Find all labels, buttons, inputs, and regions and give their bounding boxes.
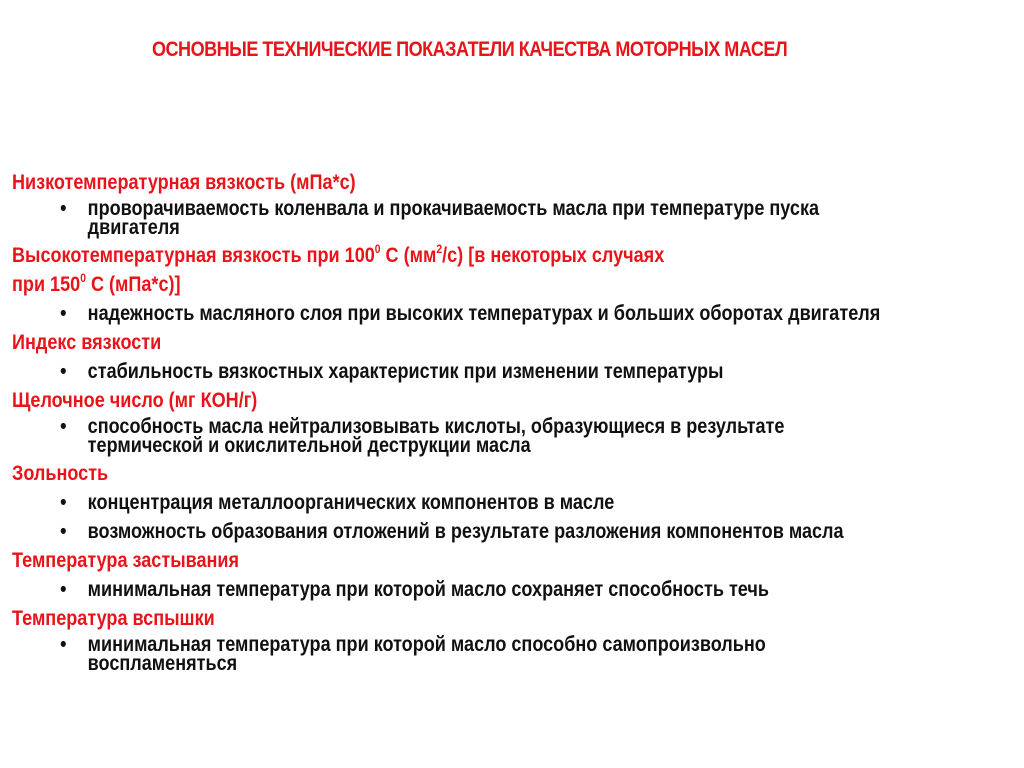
bullet-item — [12, 517, 1024, 546]
bullet-icon: • — [60, 520, 67, 543]
bullet-item — [12, 415, 1024, 459]
bullet-icon: • — [60, 197, 67, 220]
bullet-item — [12, 357, 1024, 386]
bullet-item — [12, 488, 1024, 517]
bullet-icon: • — [60, 360, 67, 383]
bullet-icon: • — [60, 302, 67, 325]
content-list — [12, 168, 1024, 677]
bullet-text-line: концентрация металлоорганических компонентов в масле — [87, 491, 615, 514]
bullet-icon: • — [60, 578, 67, 601]
bullet-text-line: проворачиваемость коленвала и прокачиваемость масла при температуре пуска — [87, 197, 820, 220]
bullet-text-line: возможность образования отложений в результате разложения компонентов масла — [87, 520, 844, 543]
bullet-item — [12, 575, 1024, 604]
bullet-text-line: двигателя — [87, 216, 180, 239]
bullet-item — [12, 633, 1024, 677]
bullet-text-line: минимальная температура при которой масло сохраняет способность течь — [87, 578, 769, 601]
bullet-text-line: воспламеняться — [87, 652, 238, 675]
heading-high-temp-viscosity-cont: при $150^0$ С (мПа*с)] — [12, 271, 181, 296]
bullet-text-line: минимальная температура при которой масло способно самопроизвольно — [87, 633, 766, 656]
bullet-item — [12, 299, 1024, 328]
heading-ash-content: Зольность — [12, 462, 109, 485]
heading-pour-point: Температура застывания — [12, 549, 240, 572]
bullet-text-line: термической и окислительной деструкции масла — [87, 434, 531, 457]
bullet-text-line: стабильность вязкостных характеристик при изменении температуры — [87, 360, 724, 383]
bullet-item — [12, 197, 1024, 241]
bullet-text-line: надежность масляного слоя при высоких температурах и больших оборотах двигателя — [87, 302, 881, 325]
slide-title: ОСНОВНЫЕ ТЕХНИЧЕСКИЕ ПОКАЗАТЕЛИ КАЧЕСТВА МОТОРНЫХ МАСЕЛ — [151, 38, 788, 61]
bullet-icon: • — [60, 491, 67, 514]
bullet-icon: • — [60, 415, 67, 438]
heading-base-number: Щелочное число (мг КОН/г) — [12, 389, 258, 412]
heading-viscosity-index: Индекс вязкости — [12, 331, 162, 354]
bullet-text-line: способность масла нейтрализовывать кислоты, образующиеся в результате — [87, 415, 785, 438]
heading-low-temp-viscosity: Низкотемпературная вязкость (мПа*с) — [12, 171, 356, 194]
heading-flash-point: Температура вспышки — [12, 607, 215, 630]
bullet-icon: • — [60, 633, 67, 656]
heading-high-temp-viscosity: Высокотемпературная вязкость при $100^0$ С $(мм^2/с)$ [в некоторых случаях — [12, 242, 665, 267]
